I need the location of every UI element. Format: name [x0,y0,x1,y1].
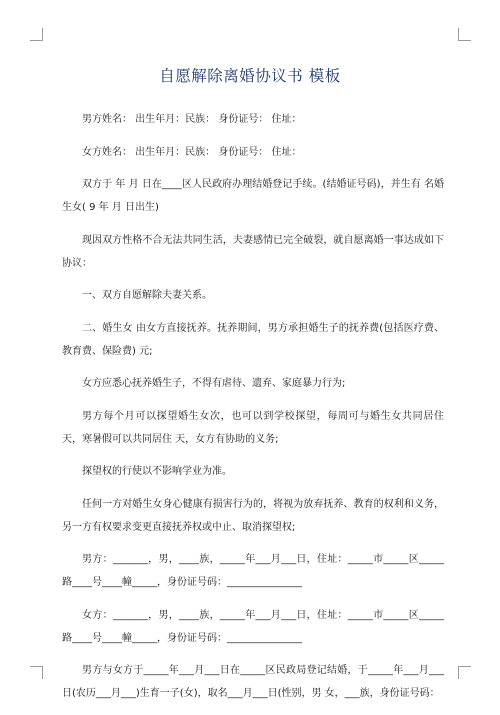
paragraph-harm-clause: 任何一方对婚生女身心健康有损害行为的，将视为放弃抚养、教育的权利和义务，另一方有权要求变更直接抚养权或中止、取消探望权; [62,498,444,533]
paragraph-reason: 现因双方性格不合无法共同生活，夫妻感情已完全破裂，就自愿离婚一事达成如下协议： [62,234,444,269]
paragraph-visitation-limit: 探望权的行使以不影响学业为准。 [82,466,232,477]
crop-mark-top-right [458,28,471,41]
document-title: 自愿解除离婚协议书 模板 [159,67,341,85]
paragraph-child-birth: 男方与女方于_____年___月___日在_____区民政局登记结婚，于_____年___月___日(农历___月___)生育一子(女)，取名___月___日(性别，男 女，___族，身份证号码： [62,665,444,699]
document-body [62,108,444,715]
paragraph-male-form: 男方：_______，男，____族，_____年___月___日，住址：_____市_____区_____路____号____幢_____，身份证号码：_______________ [62,554,444,588]
crop-mark-bottom-right [458,666,471,679]
paragraph-clause-2: 二、婚生女 由女方直接抚养。抚养期间，男方承担婚生子的抚养费(包括医疗费、教育费、保险费) 元; [62,322,444,357]
paragraph-male-info: 男方姓名： 出生年月：民族： 身份证号： 住址： [82,114,302,125]
paragraph-visitation: 男方每个月可以探望婚生女次，也可以到学校探望，每周可与婚生女共同居住 天，寒暑假可以共同居住 天，女方有协助的义务; [62,410,444,445]
paragraph-clause-1: 一、双方自愿解除夫妻关系。 [82,290,212,301]
crop-mark-bottom-left [30,666,43,679]
paragraph-female-info: 女方姓名： 出生年月：民族： 身份证号： 住址： [82,146,302,158]
paragraph-care-duty: 女方应悉心抚养婚生子，不得有虐待、遗弃、家庭暴力行为; [82,378,346,389]
paragraph-female-form: 女方：_______，男，____族，_____年___月___日，住址：_____市_____区_____路____号____幢_____，身份证号码：_______________ [62,609,444,644]
crop-mark-top-left [30,28,43,41]
paragraph-marriage-registration: 双方于 年 月 日在____区人民政府办理结婚登记手续。(结婚证号码)，并生有 名婚生女( 9 年 月 日出生) [62,179,444,213]
